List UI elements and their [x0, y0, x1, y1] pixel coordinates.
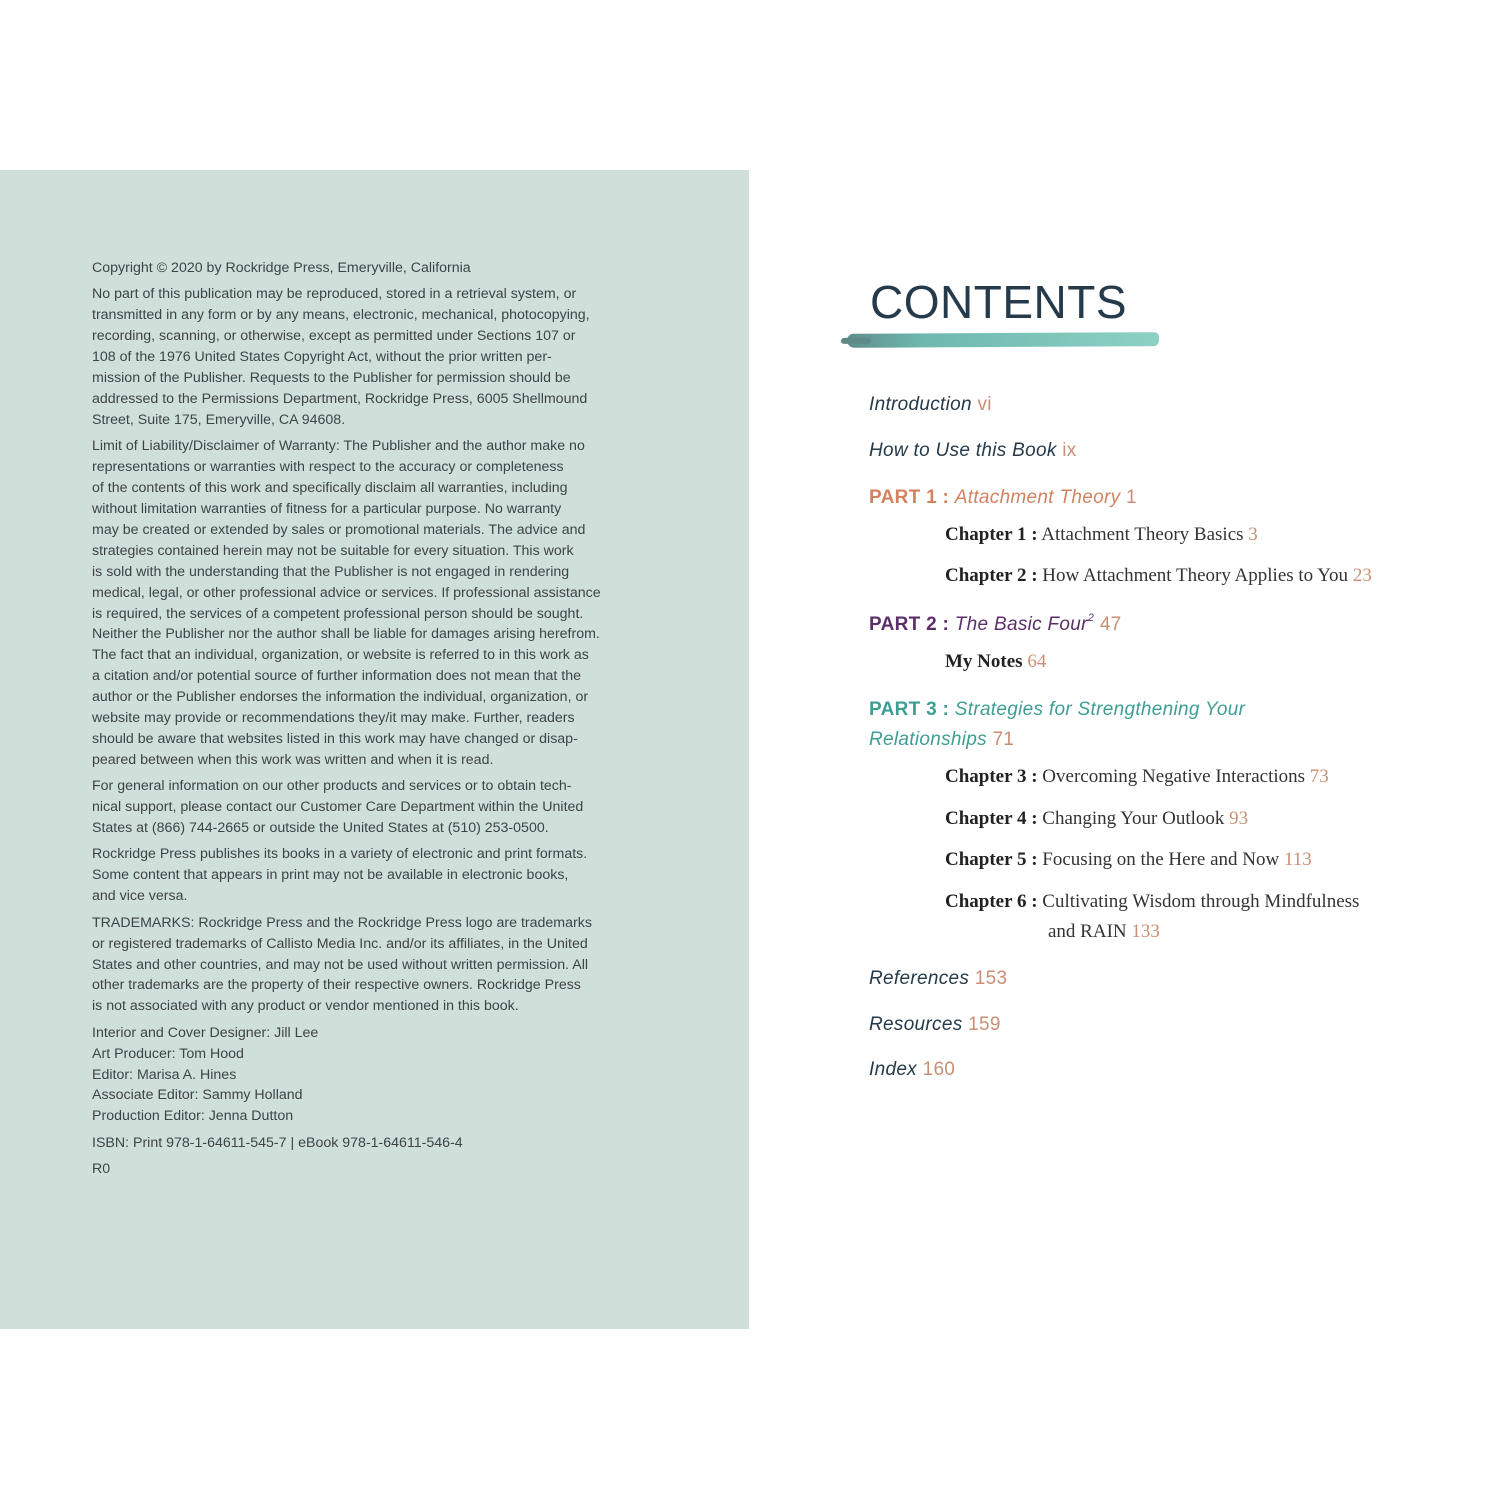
toc-part-3-continued[interactable]: Relationships 71: [869, 729, 1015, 750]
brush-stroke-underline: [847, 332, 1159, 348]
copyright-line: TRADEMARKS: Rockridge Press and the Rockridge Press logo are trademarks: [92, 914, 592, 931]
copyright-line: For general information on our other products and services or to obtain tech-: [92, 778, 572, 795]
copyright-line: Rockridge Press publishes its books in a variety of electronic and print formats.: [92, 846, 588, 863]
copyright-line: The fact that an individual, organization, or website is referred to in this work as: [92, 647, 589, 664]
copyright-line: addressed to the Permissions Department, Rockridge Press, 6005 Shellmound: [92, 390, 588, 407]
copyright-line: peared between when this work was written and when it is read.: [92, 751, 494, 768]
copyright-line: without limitation warranties of fitness for a particular purpose. No warranty: [92, 500, 562, 517]
toc-chapter-5[interactable]: Chapter 5 : Focusing on the Here and Now 113: [945, 849, 1312, 870]
toc-resources[interactable]: Resources 159: [869, 1014, 1001, 1035]
copyright-line: may be created or extended by sales or promotional materials. The advice and: [92, 521, 586, 538]
toc-my-notes[interactable]: My Notes 64: [945, 651, 1047, 672]
copyright-line: Some content that appears in print may not be available in electronic books,: [92, 867, 569, 884]
copyright-paragraph: [92, 844, 637, 907]
copyright-line: 108 of the 1976 United States Copyright Act, without the prior written per-: [92, 349, 552, 366]
copyright-line: Neither the Publisher nor the author shall be liable for damages arising herefrom.: [92, 626, 600, 643]
contents-title: CONTENTS: [870, 276, 1127, 328]
toc-chapter-3[interactable]: Chapter 3 : Overcoming Negative Interactions 73: [945, 766, 1329, 787]
copyright-paragraph: [92, 258, 637, 279]
toc-index[interactable]: Index 160: [869, 1059, 956, 1080]
copyright-line: Editor: Marisa A. Hines: [92, 1066, 237, 1083]
copyright-line: and vice versa.: [92, 888, 188, 905]
copyright-line: website may provide or recommendations they/it may make. Further, readers: [92, 710, 575, 727]
toc-references[interactable]: References 153: [869, 968, 1008, 989]
copyright-line: a citation and/or potential source of further information does not mean that the: [92, 668, 581, 685]
copyright-line: R0: [92, 1161, 111, 1178]
copyright-paragraph: [92, 284, 637, 430]
copyright-line: nical support, please contact our Customer Care Department within the United: [92, 799, 584, 816]
copyright-line: is required, the services of a competent professional person should be sought.: [92, 605, 584, 622]
toc-part-2[interactable]: PART 2 : The Basic Four$^2$ 47: [869, 612, 1122, 635]
copyright-line: is not associated with any product or vendor mentioned in this book.: [92, 998, 519, 1015]
copyright-paragraph: [92, 776, 637, 839]
copyright-line: is sold with the understanding that the Publisher is not engaged in rendering: [92, 563, 570, 580]
copyright-line: States at (866) 744-2665 or outside the United States at (510) 253-0500.: [92, 820, 549, 837]
toc-how-to-use[interactable]: How to Use this Book ix: [869, 440, 1077, 461]
copyright-line: Copyright © 2020 by Rockridge Press, Emeryville, California: [92, 260, 471, 276]
copyright-line: should be aware that websites listed in this work may have changed or disap-: [92, 730, 578, 747]
copyright-line: Associate Editor: Sammy Holland: [92, 1087, 303, 1104]
copyright-line: mission of the Publisher. Requests to the Publisher for permission should be: [92, 370, 571, 387]
copyright-paragraph: [92, 1023, 637, 1128]
copyright-line: Production Editor: Jenna Dutton: [92, 1108, 294, 1125]
copyright-line: other trademarks are the property of their respective owners. Rockridge Press: [92, 977, 581, 994]
copyright-paragraph: [92, 1133, 637, 1154]
copyright-line: Limit of Liability/Disclaimer of Warranty: The Publisher and the author make no: [92, 438, 585, 455]
contents-page: [749, 170, 1500, 1329]
copyright-line: Art Producer: Tom Hood: [92, 1045, 244, 1062]
copyright-line: States and other countries, and may not be used without written permission. All: [92, 956, 589, 973]
copyright-line: recording, scanning, or otherwise, except as permitted under Sections 107 or: [92, 328, 576, 345]
copyright-line: or registered trademarks of Callisto Media Inc. and/or its affiliates, in the United: [92, 935, 588, 952]
toc-chapter-4[interactable]: Chapter 4 : Changing Your Outlook 93: [945, 808, 1249, 829]
copyright-paragraph: [92, 436, 637, 771]
copyright-line: Interior and Cover Designer: Jill Lee: [92, 1024, 319, 1041]
toc-chapter-6[interactable]: Chapter 6 : Cultivating Wisdom through Mindfulness: [945, 891, 1360, 912]
copyright-paragraph: [92, 1159, 637, 1180]
copyright-line: of the contents of this work and specifically disclaim all warranties, including: [92, 480, 568, 497]
copyright-line: ISBN: Print 978-1-64611-545-7 | eBook 978-1-64611-546-4: [92, 1134, 463, 1151]
copyright-line: transmitted in any form or by any means, electronic, mechanical, photocopying,: [92, 307, 590, 324]
copyright-paragraph: [92, 913, 637, 1018]
copyright-line: strategies contained herein may not be suitable for every situation. This work: [92, 542, 574, 559]
copyright-line: representations or warranties with respect to the accuracy or completeness: [92, 459, 564, 476]
copyright-line: author or the Publisher endorses the information the individual, organization, or: [92, 689, 589, 706]
toc-chapter-1[interactable]: Chapter 1 : Attachment Theory Basics 3: [945, 524, 1258, 545]
toc-chapter-6-continued[interactable]: and RAIN 133: [1048, 921, 1160, 942]
copyright-line: medical, legal, or other professional advice or services. If professional assistance: [92, 584, 601, 601]
toc-chapter-2[interactable]: Chapter 2 : How Attachment Theory Applies to You 23: [945, 565, 1372, 586]
copyright-page: [0, 170, 749, 1329]
toc-part-3[interactable]: PART 3 : Strategies for Strengthening Your: [869, 699, 1246, 720]
toc-part-1[interactable]: PART 1 : Attachment Theory 1: [869, 487, 1137, 508]
copyright-line: No part of this publication may be reproduced, stored in a retrieval system, or: [92, 286, 577, 303]
toc-introduction[interactable]: Introduction vi: [869, 394, 992, 415]
copyright-line: Street, Suite 175, Emeryville, CA 94608.: [92, 411, 346, 428]
